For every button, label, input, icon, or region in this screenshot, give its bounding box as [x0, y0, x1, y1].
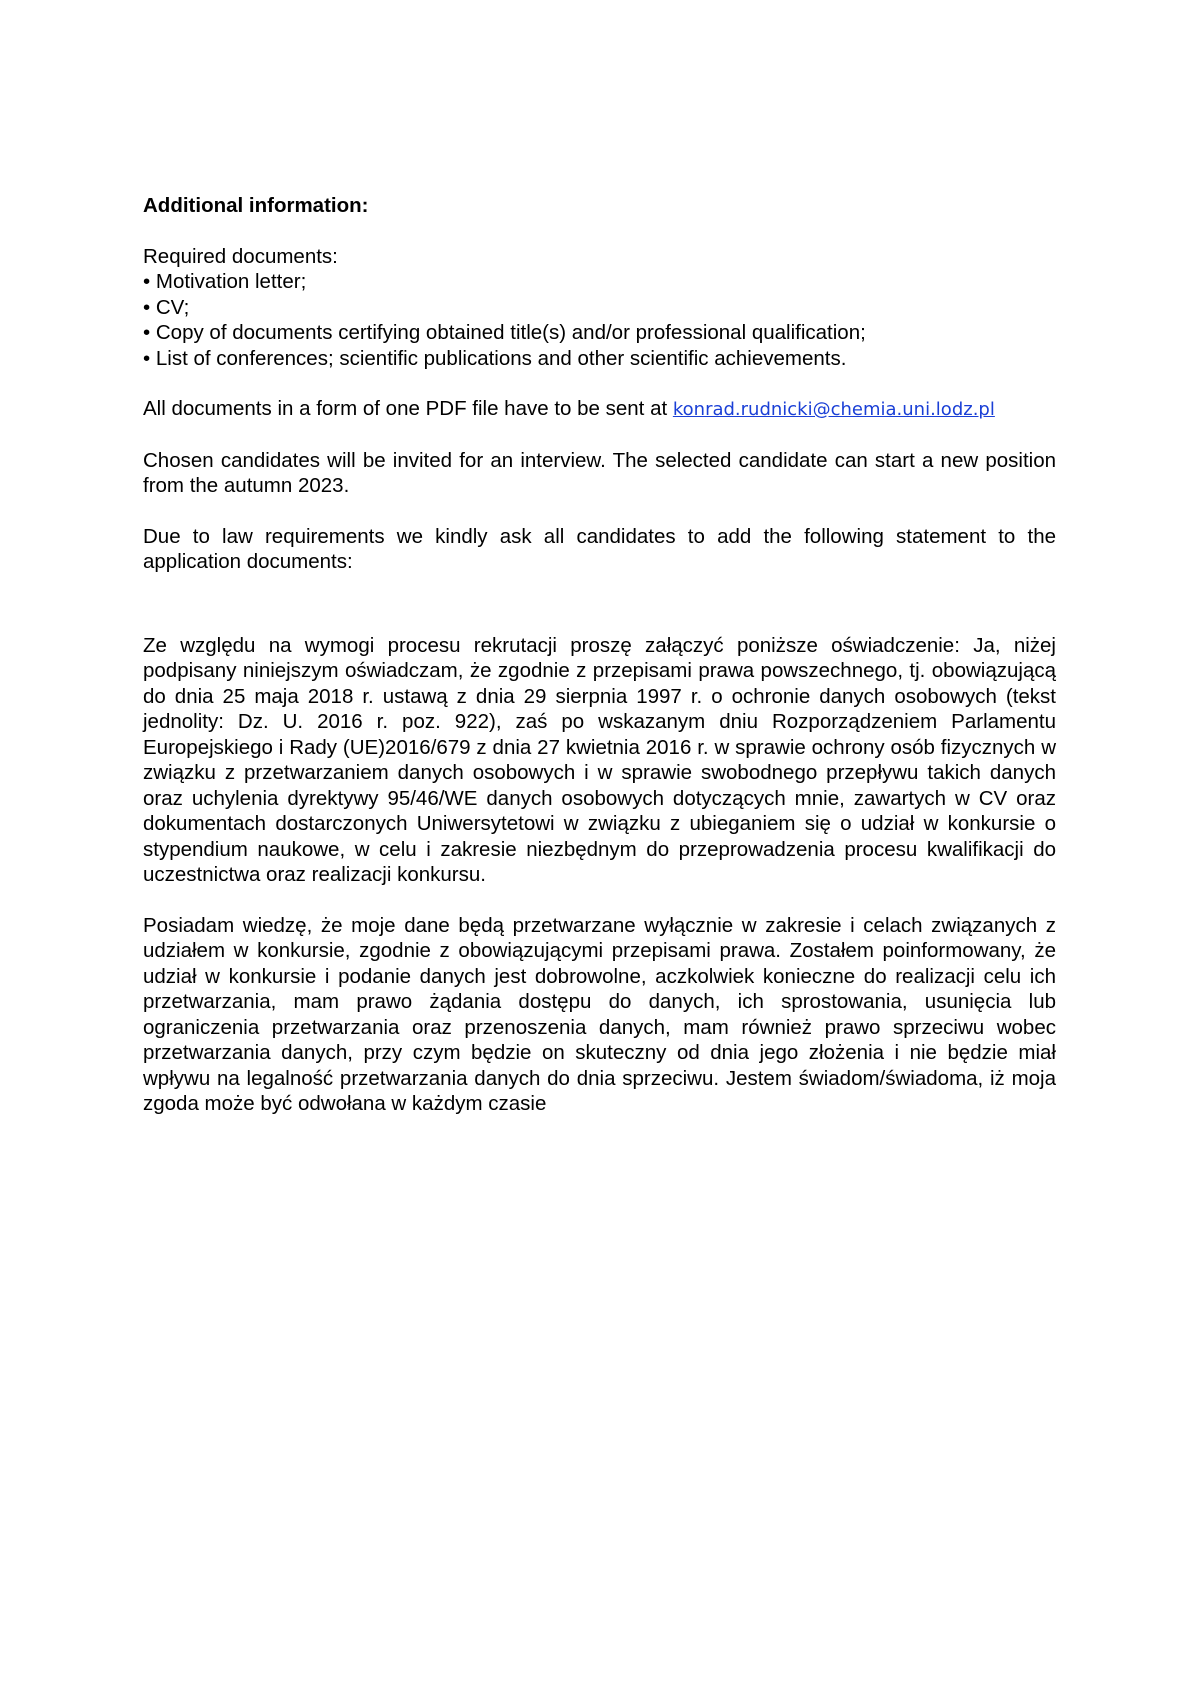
list-item: • CV; — [143, 295, 190, 319]
submission-paragraph — [143, 396, 1056, 423]
list-item: • Copy of documents certifying obtained title(s) and/or professional qualification; — [143, 321, 866, 344]
email-link[interactable]: konrad.rudnicki@chemia.uni.lodz.pl — [672, 399, 995, 420]
required-documents-title: Required documents: — [143, 244, 338, 268]
statement-paragraph-1: Ze względu na wymogi procesu rekrutacji proszę załączyć poniższe oświadczenie: Ja, niżej podpisany niniejszym oświadczam, że zgodnie z przepisami prawa powszechnego, tj. obowiązującą do dnia 25 maja 2018 r. ustawą z dnia 29 sierpnia 1997 r. o ochronie danych osobowych (tekst jednolity: Dz. U. 2016 r. poz. 922), zaś po wskazanym dniu Rozporządzeniem Parlamentu Europejskiego i Rady (UE)2016/679 z dnia 27 kwietnia 2016 r. w sprawie ochrony osób fizycznych w związku z przetwarzaniem danych osobowych i w sprawie swobodnego przepływu takich danych oraz uchylenia dyrektywy 95/46/WE danych osobowych dotyczących mnie, zawartych w CV oraz dokumentach dostarczonych Uniwersytetowi w związku z ubieganiem się o udział w konkursie o stypendium naukowe, w celu i zakresie niezbędnym do przeprowadzenia procesu kwalifikacji do uczestnictwa oraz realizacji konkursu. — [143, 633, 1056, 886]
required-documents-section — [143, 244, 1056, 372]
statement-paragraph-2: Posiadam wiedzę, że moje dane będą przetwarzane wyłącznie w zakresie i celach związanych z udziałem w konkursie, zgodnie z obowiązującymi przepisami prawa. Zostałem poinformowany, że udział w konkursie i podanie danych jest dobrowolne, aczkolwiek konieczne do realizacji celu ich przetwarzania, mam prawo żądania dostępu do danych, ich sprostowania, usunięcia lub ograniczenia przetwarzania oraz przenoszenia danych, mam również prawo sprzeciwu wobec przetwarzania danych, przy czym będzie on skuteczny od dnia jego złożenia i nie będzie miał wpływu na legalność przetwarzania danych do dnia sprzeciwu. Jestem świadom/świadoma, iż moja zgoda może być odwołana w każdym czasie — [143, 913, 1056, 1115]
submission-text: All documents in a form of one PDF file have to be sent at — [143, 397, 673, 420]
additional-info-heading: Additional information: — [143, 194, 369, 217]
list-item: • List of conferences; scientific publications and other scientific achievements. — [143, 346, 847, 370]
law-requirements-paragraph: Due to law requirements we kindly ask all candidates to add the following statement to the application documents: — [143, 524, 1056, 573]
list-item: • Motivation letter; — [143, 270, 307, 293]
interview-paragraph: Chosen candidates will be invited for an interview. The selected candidate can start a new position from the autumn 2023. — [143, 448, 1056, 497]
document-page — [143, 193, 1056, 1142]
spacer — [143, 600, 1056, 633]
